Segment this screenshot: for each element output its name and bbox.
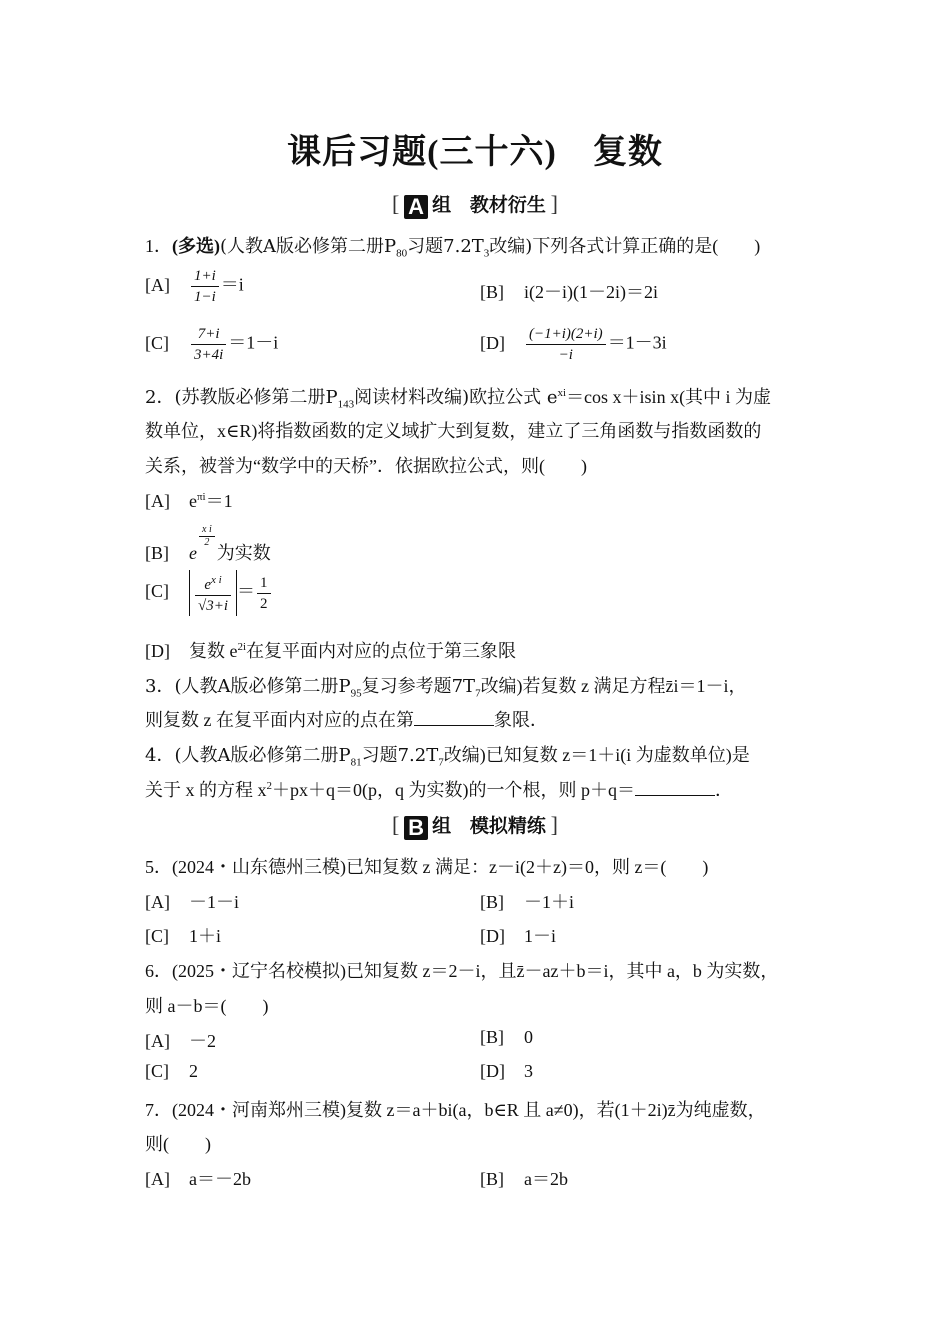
question-5-stem: 5．(2024・山东德州三模)已知复数 z 满足：z－i(2＋z)＝0，则 z＝( ) <box>145 857 709 877</box>
q2-option-d: [D] 复数 $e^{2i}$在复平面内对应的点位于第三象限 <box>145 641 517 661</box>
bracket-left: [ <box>392 812 400 837</box>
group-letter-a: A <box>404 195 428 219</box>
group-a-header <box>0 190 950 219</box>
title-main: 课后习题(三十六) <box>287 134 557 171</box>
question-2-line-1: 2．(苏教版必修第二册$P_{143}$阅读材料改编)欧拉公式 $e^{xi}=\cos$ x＋isin x(其中 i 为虚 <box>145 387 772 411</box>
question-6-line-2: 则 a－b＝( ) <box>145 996 269 1016</box>
exponent-fraction: $\frac{\text{x i}}{2}$ <box>199 524 215 549</box>
q2-option-b: [B] e $\frac{\text{x i}}{2}$ 为实数 <box>145 524 271 563</box>
question-1-stem: 1．(多选)(人教A版必修第二册$P_{80}$习题$7.2T_3$改编)下列各式计算正确的是( ) <box>145 236 761 260</box>
bracket-right: ] <box>550 191 558 216</box>
q6-option-d: [D] 3 <box>480 1061 533 1081</box>
question-7-line-1: 7．(2024・河南郑州三模)复数 z＝a＋bi(a，b∈R 且 a≠0)，若(1＋2i)z̄为纯虚数， <box>145 1100 766 1120</box>
fraction: $\frac{1+i}{1-i}$ <box>191 266 219 307</box>
answer-blank <box>414 711 494 726</box>
q5-option-b: [B] －1＋i <box>480 892 575 912</box>
fraction: $\frac{1}{2}$ <box>257 573 271 614</box>
q7-option-a: [A] a＝－2b <box>145 1169 251 1189</box>
question-7-line-2: 则( ) <box>145 1134 211 1154</box>
q1-option-b: [B] i(2－i)(1－2i)＝2i <box>480 282 658 302</box>
q6-option-a: [A] －2 <box>145 1031 216 1051</box>
q6-option-b: [B] 0 <box>480 1027 533 1047</box>
q2-option-c: [C] $\frac{e^{x i}}{√3+i}$ ＝ $\frac{1}{2}$ <box>145 570 273 616</box>
bracket-right: ] <box>550 812 558 837</box>
question-2-line-3: 关系，被誉为“数学中的天桥”．依据欧拉公式，则( ) <box>145 456 587 476</box>
question-4-line-1: 4．(人教A版必修第二册$P_{81}$习题$7.2T_7$改编)已知复数 z＝1＋i(i 为虚数单位)是 <box>145 745 750 769</box>
q2-option-a: [A] $e^{\pi i}=1$ <box>145 491 233 511</box>
q6-option-c: [C] 2 <box>145 1061 198 1081</box>
fraction: $\frac{(-1+i)(2+i)}{-i}$ <box>526 324 606 365</box>
page-title <box>0 124 950 173</box>
question-3-line-1: 3．(人教A版必修第二册$P_{95}$复习参考题$7T_7$改编)若复数 z 满足方程z̄i＝1－i， <box>145 676 747 700</box>
q1-option-a: [A] $\frac{1+i}{1-i}$ ＝i <box>145 268 244 305</box>
group-zu: 组 <box>432 195 452 216</box>
question-4-line-2: 关于 x 的方程 $x^2+px+q=0(p$，q 为实数)的一个根，则 p＋q＝ ． <box>145 780 733 800</box>
question-6-line-1: 6．(2025・辽宁名校模拟)已知复数 z＝2－i，且z̄－az＋b＝i，其中 a，b 为实数， <box>145 961 779 981</box>
group-b-name: 模拟精练 <box>469 816 546 837</box>
answer-blank <box>635 781 715 796</box>
fraction: $\frac{7+i}{3+4i}$ <box>191 324 226 365</box>
question-2-line-2: 数单位，x∈R)将指数函数的定义域扩大到复数，建立了三角函数与指数函数的 <box>145 421 762 441</box>
absolute-value <box>189 570 237 616</box>
q5-option-c: [C] 1＋i <box>145 926 222 946</box>
q5-option-a: [A] －1－i <box>145 892 240 912</box>
group-a-name: 教材衍生 <box>469 195 546 216</box>
title-topic: 复数 <box>592 134 663 171</box>
question-3-line-2: 则复数 z 在复平面内对应的点在第 象限． <box>145 710 548 730</box>
q5-option-d: [D] 1－i <box>480 926 557 946</box>
group-letter-b: B <box>404 816 428 840</box>
q7-option-b: [B] a＝2b <box>480 1169 568 1189</box>
group-zu: 组 <box>432 816 452 837</box>
bracket-left: [ <box>392 191 400 216</box>
q1-option-d: [D] $\frac{(-1+i)(2+i)}{-i}$ ＝1－3i <box>480 326 667 363</box>
fraction: $\frac{e^{x i}}{√3+i}$ <box>195 570 231 616</box>
q1-option-c: [C] $\frac{7+i}{3+4i}$ ＝1－i <box>145 326 279 363</box>
group-b-header <box>0 811 950 840</box>
